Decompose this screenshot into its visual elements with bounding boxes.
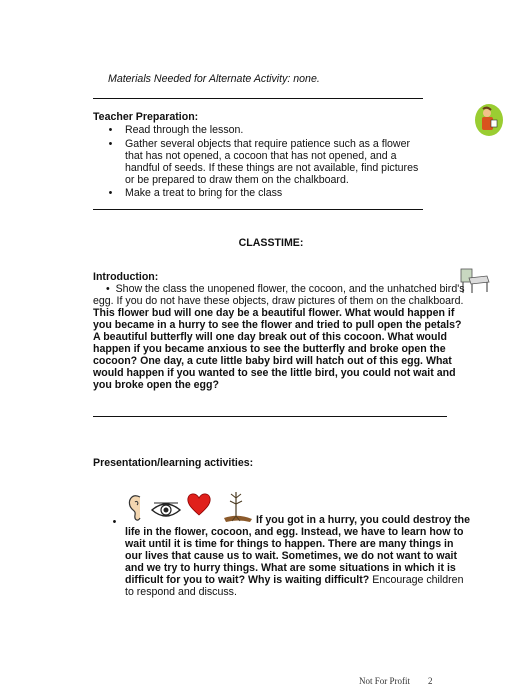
- presentation-text: [125, 514, 473, 598]
- bullet: •: [106, 283, 116, 295]
- materials-line: Materials Needed for Alternate Activity: none.: [108, 73, 320, 85]
- presentation-heading: Presentation/learning activities:: [93, 457, 254, 469]
- page-number: 2: [428, 676, 433, 686]
- presentation-plain: Encourage children to respond and discuss.: [125, 574, 464, 598]
- introduction-plain: Show the class the unopened flower, the cocoon, and the unhatched bird's egg. If you do not have these objects, draw pictures of them on the chalkboard.: [93, 283, 465, 307]
- bullet: •: [108, 138, 113, 150]
- introduction-text: [93, 283, 471, 391]
- footer-label: Not For Profit: [359, 676, 411, 686]
- teacher-prep-heading: Teacher Preparation:: [93, 111, 199, 123]
- teacher-prep-item: Make a treat to bring for the class: [125, 187, 283, 199]
- bullet: •: [112, 516, 117, 528]
- presentation-bold: If you got in a hurry, you could destroy the life in the flower, cocoon, and egg. Instead, we have to learn how to wait until it is time for things to happen. There are many things in our lives that cause us to wait. Sometimes, we do not want to wait and we try to hurry things. What are some situations in which it is difficult for you to wait? Why is waiting difficult?: [125, 514, 471, 586]
- introduction-bold: This flower bud will one day be a beautiful flower. What would happen if you became in a hurry to see the flower and tried to pull open the petals? A beautiful butterfly will one day break out of this cocoon. What would happen if you became anxious to see the butterfly and broke open the cocoon? One day, a cute little baby bird will hatch out of this egg. What would happen if you wanted to see the little bird, you could not wait and you broke open the egg?: [93, 307, 462, 391]
- teacher-prep-item: Read through the lesson.: [125, 124, 244, 136]
- divider: [93, 209, 423, 210]
- introduction-heading: Introduction:: [93, 271, 159, 283]
- bullet: •: [108, 187, 113, 199]
- bullet: •: [108, 124, 113, 136]
- divider: [93, 98, 423, 99]
- teacher-prep-item: Gather several objects that require patience such as a flower that has not opened, a cocoon that has not opened, and a handful of seeds. If these things are not available, find pictures or be prepared to draw them on the chalkboard.: [125, 138, 419, 186]
- divider: [93, 416, 447, 417]
- teacher-icon: [474, 103, 504, 137]
- classtime-heading: CLASSTIME:: [238, 237, 304, 249]
